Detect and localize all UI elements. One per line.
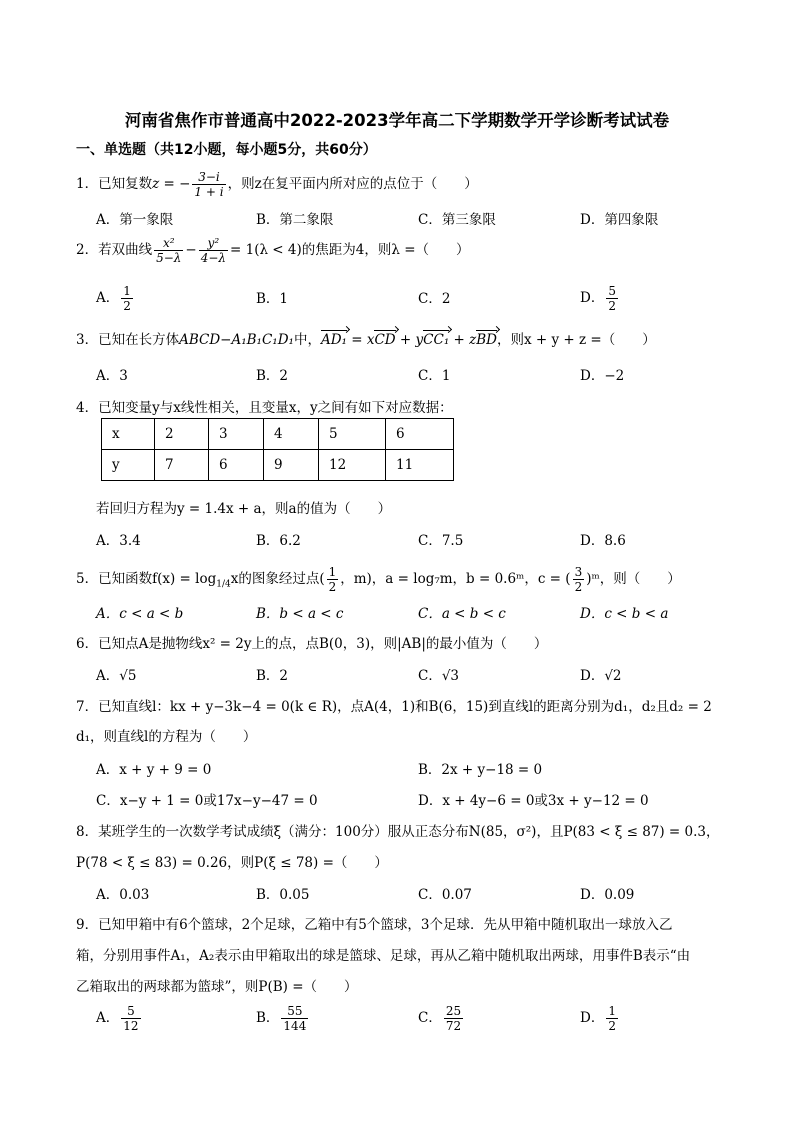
q9-c-label: C． bbox=[418, 1010, 442, 1026]
q5-c-den: 2 bbox=[574, 580, 583, 594]
q2-d-fraction bbox=[606, 284, 618, 313]
q2-d-den: 2 bbox=[608, 299, 616, 313]
question-3 bbox=[76, 328, 656, 348]
table-cell: 11 bbox=[386, 450, 454, 481]
q5-option-c[interactable]: C．a < b < c bbox=[418, 606, 506, 622]
q2-f1-den: 5−λ bbox=[156, 251, 182, 265]
q5-stem: 5．已知函数f(x) = log bbox=[76, 571, 217, 587]
q5-p-num: 1 bbox=[328, 565, 337, 579]
q9-d-den: 2 bbox=[608, 1019, 616, 1033]
q2-option-a[interactable] bbox=[96, 284, 135, 313]
q8-option-d[interactable]: D．0.09 bbox=[580, 887, 635, 903]
question-5 bbox=[76, 565, 681, 594]
q2-minus: − bbox=[185, 242, 197, 258]
table-cell: 5 bbox=[319, 419, 386, 450]
q2-f2-den: 4−λ bbox=[200, 251, 226, 265]
q1-option-b[interactable]: B．第二象限 bbox=[256, 212, 334, 228]
q2-a-num: 1 bbox=[123, 284, 131, 298]
q5-option-d[interactable]: D．c < b < a bbox=[580, 606, 669, 622]
table-cell: 6 bbox=[209, 450, 264, 481]
q3-option-d[interactable]: D．−2 bbox=[580, 368, 625, 384]
q3-eq: = x bbox=[346, 332, 375, 348]
q1-option-d[interactable]: D．第四象限 bbox=[580, 212, 659, 228]
q2-d-num: 5 bbox=[608, 284, 616, 298]
q1-fraction bbox=[192, 170, 225, 199]
q3-cuboid: ABCD−A₁B₁C₁D₁ bbox=[179, 332, 294, 348]
q4-regression-line: 若回归方程为y = 1.4x + a，则a的值为（ ） bbox=[96, 501, 392, 517]
table-row bbox=[102, 450, 454, 481]
q6-option-a[interactable]: A．√5 bbox=[96, 668, 137, 684]
question-9-line-3: 乙箱取出的两球都为篮球”，则P(B) =（ ） bbox=[76, 979, 358, 995]
q1-option-a[interactable]: A．第一象限 bbox=[96, 212, 174, 228]
table-cell: x bbox=[102, 419, 155, 450]
q3-vector-cc1: CC₁ bbox=[423, 332, 450, 348]
q5-c-fraction bbox=[573, 565, 585, 594]
q8-option-b[interactable]: B．0.05 bbox=[256, 887, 310, 903]
q5-stem-mid2: ，m)，a = log₇m，b = 0.6ᵐ，c = ( bbox=[340, 571, 571, 587]
table-cell: 12 bbox=[319, 450, 386, 481]
table-cell: 3 bbox=[209, 419, 264, 450]
question-7-line-2: d₁，则直线l的方程为（ ） bbox=[76, 729, 257, 745]
q1-numerator: 3−i bbox=[192, 170, 225, 185]
q6-option-d[interactable]: D．√2 bbox=[580, 668, 622, 684]
q3-vector-ad1: AD₁ bbox=[320, 332, 347, 348]
q4-option-b[interactable]: B．6.2 bbox=[256, 533, 301, 549]
q2-a-fraction bbox=[121, 284, 133, 313]
q6-option-c[interactable]: C．√3 bbox=[418, 668, 460, 684]
table-cell: y bbox=[102, 450, 155, 481]
q3-option-a[interactable]: A．3 bbox=[96, 368, 128, 384]
q9-c-num: 25 bbox=[445, 1004, 462, 1018]
q3-plus-z: + z bbox=[449, 332, 477, 348]
q5-stem-mid: x的图象经过点( bbox=[230, 571, 325, 587]
q9-b-num: 55 bbox=[281, 1004, 308, 1019]
q1-denominator: 1 + i bbox=[194, 185, 224, 199]
q6-option-b[interactable]: B．2 bbox=[256, 668, 289, 684]
q3-option-b[interactable]: B．2 bbox=[256, 368, 289, 384]
question-9-line-1: 9．已知甲箱中有6个篮球，2个足球，乙箱中有5个篮球，3个足球．先从甲箱中随机取出一球放入乙 bbox=[76, 917, 673, 933]
q4-option-c[interactable]: C．7.5 bbox=[418, 533, 464, 549]
q1-stem-end: ，则z在复平面内所对应的点位于（ ） bbox=[227, 176, 478, 192]
q2-option-b[interactable]: B．1 bbox=[256, 291, 289, 307]
q7-option-c[interactable]: C．x−y + 1 = 0或17x−y−47 = 0 bbox=[96, 793, 318, 809]
q9-a-den: 12 bbox=[123, 1019, 139, 1033]
q2-option-d[interactable] bbox=[580, 284, 620, 313]
q1-expr: z = − bbox=[152, 176, 191, 192]
question-6: 6．已知点A是抛物线x² = 2y上的点，点B(0，3)，则|AB|的最小值为（ ） bbox=[76, 636, 548, 652]
q7-option-a[interactable]: A．x + y + 9 = 0 bbox=[96, 762, 212, 778]
q3-stem-mid: 中， bbox=[293, 332, 321, 348]
q2-stem-end: = 1(λ < 4)的焦距为4，则λ =（ ） bbox=[230, 242, 470, 258]
question-1 bbox=[76, 170, 478, 199]
q7-option-d[interactable]: D．x + 4y−6 = 0或3x + y−12 = 0 bbox=[418, 793, 649, 809]
q9-option-d[interactable] bbox=[580, 1004, 620, 1033]
q2-a-den: 2 bbox=[123, 299, 131, 313]
q9-b-label: B． bbox=[256, 1010, 280, 1026]
table-cell: 4 bbox=[264, 419, 319, 450]
q3-plus-y: + y bbox=[395, 332, 424, 348]
page-title: 河南省焦作市普通高中2022-2023学年高二下学期数学开学诊断考试试卷 bbox=[124, 111, 670, 130]
q2-f1-num: x² bbox=[154, 236, 183, 251]
q1-stem: 1．已知复数 bbox=[76, 176, 153, 192]
q9-option-a[interactable] bbox=[96, 1004, 143, 1033]
section-heading: 一、单选题（共12小题，每小题5分，共60分） bbox=[76, 142, 377, 158]
q2-fraction-1 bbox=[154, 236, 183, 265]
q2-d-label: D． bbox=[580, 290, 605, 306]
q3-option-c[interactable]: C．1 bbox=[418, 368, 451, 384]
q9-b-fraction bbox=[281, 1004, 308, 1033]
q2-fraction-2 bbox=[199, 236, 228, 265]
question-9-line-2: 箱，分别用事件A₁，A₂表示由甲箱取出的球是篮球、足球，再从乙箱中随机取出两球，用事件B表示“由 bbox=[76, 948, 691, 964]
q9-option-b[interactable] bbox=[256, 1004, 310, 1033]
table-cell: 2 bbox=[155, 419, 209, 450]
q2-option-c[interactable]: C．2 bbox=[418, 291, 451, 307]
q4-data-table bbox=[101, 418, 454, 481]
question-8-line-1: 8．某班学生的一次数学考试成绩ξ（满分：100分）服从正态分布N(85，σ²)，且P(83 < ξ ≤ 87) = 0.3， bbox=[76, 824, 720, 840]
q3-stem-end: ，则x + y + z =（ ） bbox=[497, 332, 656, 348]
table-cell: 6 bbox=[386, 419, 454, 450]
q2-a-label: A． bbox=[96, 290, 120, 306]
q3-vector-cd: CD bbox=[374, 332, 396, 348]
table-cell: 9 bbox=[264, 450, 319, 481]
table-row bbox=[102, 419, 454, 450]
q5-stem-end: )ᵐ，则（ ） bbox=[586, 571, 681, 587]
q5-c-num: 3 bbox=[574, 565, 583, 579]
q2-stem: 2．若双曲线 bbox=[76, 242, 153, 258]
q8-option-a[interactable]: A．0.03 bbox=[96, 887, 150, 903]
q9-c-den: 72 bbox=[445, 1019, 462, 1033]
q5-option-b[interactable]: B．b < a < c bbox=[256, 606, 344, 622]
q5-point-fraction bbox=[327, 565, 339, 594]
q9-d-num: 1 bbox=[608, 1004, 616, 1018]
q1-option-c[interactable]: C．第三象限 bbox=[418, 212, 496, 228]
q2-f2-num: y² bbox=[199, 236, 228, 251]
q9-option-c[interactable] bbox=[418, 1004, 465, 1033]
q7-option-b[interactable]: B．2x + y−18 = 0 bbox=[418, 762, 543, 778]
q3-stem: 3．已知在长方体 bbox=[76, 332, 180, 348]
q9-a-fraction bbox=[121, 1004, 140, 1033]
q9-a-label: A． bbox=[96, 1010, 120, 1026]
q9-d-label: D． bbox=[580, 1010, 605, 1026]
question-7-line-1: 7．已知直线l：kx + y−3k−4 = 0(k ∈ R)，点A(4，1)和B(6，15)到直线l的距离分别为d₁，d₂且d₂ = 2 bbox=[76, 699, 712, 715]
q3-vector-bd: BD bbox=[476, 332, 497, 348]
question-2 bbox=[76, 236, 470, 265]
q5-p-den: 2 bbox=[328, 580, 337, 594]
table-cell: 7 bbox=[155, 450, 209, 481]
q9-c-fraction bbox=[444, 1004, 463, 1033]
question-8-line-2: P(78 < ξ ≤ 83) = 0.26，则P(ξ ≤ 78) =（ ） bbox=[76, 855, 388, 871]
q4-option-a[interactable]: A．3.4 bbox=[96, 533, 141, 549]
q9-d-fraction bbox=[606, 1004, 618, 1033]
q5-option-a[interactable]: A．c < a < b bbox=[96, 606, 184, 622]
q9-b-den: 144 bbox=[283, 1019, 307, 1033]
q5-log-base: 1/4 bbox=[216, 579, 231, 590]
q4-option-d[interactable]: D．8.6 bbox=[580, 533, 626, 549]
q8-option-c[interactable]: C．0.07 bbox=[418, 887, 472, 903]
q9-a-num: 5 bbox=[121, 1004, 140, 1019]
question-4: 4．已知变量y与x线性相关，且变量x，y之间有如下对应数据： bbox=[76, 400, 453, 416]
